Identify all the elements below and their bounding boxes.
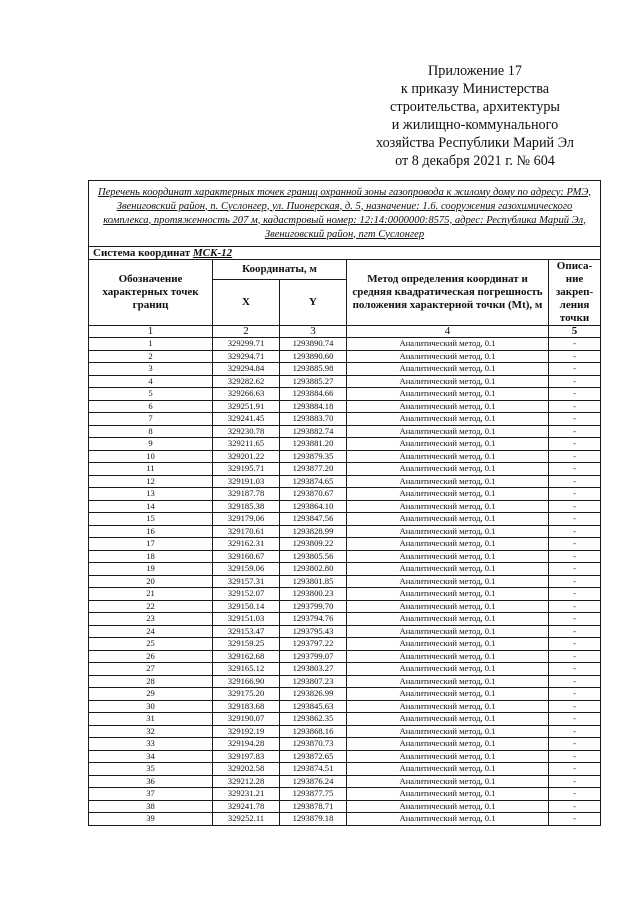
cell-description: -	[549, 650, 601, 663]
cell-description: -	[549, 463, 601, 476]
cell-method: Аналитический метод, 0.1	[347, 463, 549, 476]
cell-description: -	[549, 475, 601, 488]
table-row	[89, 688, 601, 701]
cell-x: 329152.07	[213, 588, 280, 601]
cell-y: 1293799.07	[280, 650, 347, 663]
coordinate-system-value: МСК-12	[192, 247, 233, 259]
cell-y: 1293882.74	[280, 425, 347, 438]
cell-x: 329251.91	[213, 400, 280, 413]
cell-method: Аналитический метод, 0.1	[347, 700, 549, 713]
table-row	[89, 625, 601, 638]
cell-method: Аналитический метод, 0.1	[347, 500, 549, 513]
table-row	[89, 538, 601, 551]
cell-point-number: 27	[89, 663, 213, 676]
cell-y: 1293885.98	[280, 363, 347, 376]
cell-x: 329153.47	[213, 625, 280, 638]
cell-method: Аналитический метод, 0.1	[347, 650, 549, 663]
cell-method: Аналитический метод, 0.1	[347, 375, 549, 388]
cell-method: Аналитический метод, 0.1	[347, 713, 549, 726]
cell-point-number: 6	[89, 400, 213, 413]
cell-point-number: 22	[89, 600, 213, 613]
cell-point-number: 32	[89, 725, 213, 738]
cell-description: -	[549, 813, 601, 826]
cell-y: 1293881.20	[280, 438, 347, 451]
cell-x: 329157.31	[213, 575, 280, 588]
table-row	[89, 563, 601, 576]
cell-point-number: 34	[89, 750, 213, 763]
cell-x: 329299.71	[213, 338, 280, 351]
table-row	[89, 425, 601, 438]
cell-point-number: 15	[89, 513, 213, 526]
cell-description: -	[549, 388, 601, 401]
cell-y: 1293801.85	[280, 575, 347, 588]
cell-x: 329150.14	[213, 600, 280, 613]
table-row	[89, 763, 601, 776]
cell-method: Аналитический метод, 0.1	[347, 388, 549, 401]
cell-method: Аналитический метод, 0.1	[347, 438, 549, 451]
column-number: 2	[213, 326, 280, 338]
cell-method: Аналитический метод, 0.1	[347, 788, 549, 801]
column-number: 4	[347, 326, 549, 338]
table-row	[89, 775, 601, 788]
cell-x: 329194.28	[213, 738, 280, 751]
table-row	[89, 438, 601, 451]
table-row	[89, 713, 601, 726]
cell-point-number: 38	[89, 800, 213, 813]
cell-y: 1293828.99	[280, 525, 347, 538]
cell-method: Аналитический метод, 0.1	[347, 425, 549, 438]
cell-x: 329185.38	[213, 500, 280, 513]
cell-description: -	[549, 725, 601, 738]
cell-point-number: 4	[89, 375, 213, 388]
cell-point-number: 29	[89, 688, 213, 701]
cell-description: -	[549, 638, 601, 651]
cell-y: 1293803.27	[280, 663, 347, 676]
cell-x: 329170.61	[213, 525, 280, 538]
table-row	[89, 588, 601, 601]
cell-y: 1293800.23	[280, 588, 347, 601]
cell-point-number: 20	[89, 575, 213, 588]
cell-description: -	[549, 425, 601, 438]
cell-x: 329211.65	[213, 438, 280, 451]
cell-y: 1293809.22	[280, 538, 347, 551]
cell-description: -	[549, 625, 601, 638]
cell-x: 329201.22	[213, 450, 280, 463]
table-row	[89, 475, 601, 488]
table-title: Перечень координат характерных точек границ охранной зоны газопровода к жилому дому по адресу: РМЭ, Звениговский район, п. Суслонгер, ул. Пионерская, д. 5, назначение: 1.6. сооружения газохимического комплекса, протяженность 207 м, кадастровый номер: 12:14:0000000:8575, адрес: Республика Марий Эл, Звениговский район, пгт Суслонгер	[89, 181, 601, 247]
column-numbers-row	[89, 326, 601, 338]
table-row	[89, 788, 601, 801]
cell-point-number: 1	[89, 338, 213, 351]
cell-x: 329195.71	[213, 463, 280, 476]
cell-description: -	[549, 513, 601, 526]
cell-y: 1293890.60	[280, 350, 347, 363]
cell-x: 329241.45	[213, 413, 280, 426]
cell-description: -	[549, 363, 601, 376]
cell-point-number: 12	[89, 475, 213, 488]
table-row	[89, 600, 601, 613]
cell-point-number: 11	[89, 463, 213, 476]
coordinates-table	[88, 180, 601, 826]
table-row	[89, 650, 601, 663]
cell-y: 1293876.24	[280, 775, 347, 788]
cell-point-number: 39	[89, 813, 213, 826]
cell-x: 329202.58	[213, 763, 280, 776]
header-x: X	[213, 279, 280, 325]
table-row	[89, 738, 601, 751]
cell-description: -	[549, 450, 601, 463]
cell-method: Аналитический метод, 0.1	[347, 813, 549, 826]
cell-description: -	[549, 413, 601, 426]
cell-description: -	[549, 738, 601, 751]
cell-y: 1293884.66	[280, 388, 347, 401]
table-row	[89, 338, 601, 351]
cell-point-number: 31	[89, 713, 213, 726]
cell-point-number: 33	[89, 738, 213, 751]
cell-description: -	[549, 713, 601, 726]
cell-x: 329252.11	[213, 813, 280, 826]
table-row	[89, 500, 601, 513]
cell-description: -	[549, 438, 601, 451]
column-number: 3	[280, 326, 347, 338]
cell-description: -	[549, 613, 601, 626]
table-row	[89, 675, 601, 688]
table-row	[89, 363, 601, 376]
cell-point-number: 2	[89, 350, 213, 363]
cell-x: 329282.62	[213, 375, 280, 388]
cell-description: -	[549, 663, 601, 676]
cell-method: Аналитический метод, 0.1	[347, 513, 549, 526]
cell-y: 1293797.22	[280, 638, 347, 651]
table-row	[89, 375, 601, 388]
table-row	[89, 638, 601, 651]
cell-y: 1293805.56	[280, 550, 347, 563]
cell-y: 1293878.71	[280, 800, 347, 813]
cell-y: 1293807.23	[280, 675, 347, 688]
cell-method: Аналитический метод, 0.1	[347, 550, 549, 563]
cell-description: -	[549, 338, 601, 351]
cell-description: -	[549, 600, 601, 613]
cell-point-number: 35	[89, 763, 213, 776]
cell-point-number: 23	[89, 613, 213, 626]
table-row	[89, 525, 601, 538]
cell-method: Аналитический метод, 0.1	[347, 400, 549, 413]
header-line-ministry: строительства, архитектуры	[390, 99, 560, 115]
cell-y: 1293884.18	[280, 400, 347, 413]
table-row	[89, 388, 601, 401]
cell-method: Аналитический метод, 0.1	[347, 363, 549, 376]
cell-description: -	[549, 688, 601, 701]
cell-x: 329294.71	[213, 350, 280, 363]
cell-x: 329197.83	[213, 750, 280, 763]
table-row	[89, 813, 601, 826]
cell-point-number: 19	[89, 563, 213, 576]
cell-method: Аналитический метод, 0.1	[347, 663, 549, 676]
cell-method: Аналитический метод, 0.1	[347, 488, 549, 501]
cell-y: 1293845.63	[280, 700, 347, 713]
cell-point-number: 14	[89, 500, 213, 513]
cell-method: Аналитический метод, 0.1	[347, 563, 549, 576]
header-line-date: от 8 декабря 2021 г. № 604	[395, 153, 555, 169]
cell-y: 1293890.74	[280, 338, 347, 351]
cell-point-number: 5	[89, 388, 213, 401]
cell-method: Аналитический метод, 0.1	[347, 675, 549, 688]
cell-x: 329231.21	[213, 788, 280, 801]
table-row	[89, 450, 601, 463]
cell-method: Аналитический метод, 0.1	[347, 750, 549, 763]
cell-y: 1293879.35	[280, 450, 347, 463]
cell-description: -	[549, 488, 601, 501]
table-row	[89, 575, 601, 588]
cell-x: 329165.12	[213, 663, 280, 676]
cell-method: Аналитический метод, 0.1	[347, 538, 549, 551]
cell-point-number: 18	[89, 550, 213, 563]
cell-description: -	[549, 550, 601, 563]
cell-x: 329192.19	[213, 725, 280, 738]
cell-method: Аналитический метод, 0.1	[347, 688, 549, 701]
header-line-appendix: Приложение 17	[428, 63, 522, 79]
table-row	[89, 463, 601, 476]
cell-description: -	[549, 500, 601, 513]
cell-method: Аналитический метод, 0.1	[347, 588, 549, 601]
cell-x: 329190.07	[213, 713, 280, 726]
cell-y: 1293877.75	[280, 788, 347, 801]
table-row	[89, 488, 601, 501]
cell-method: Аналитический метод, 0.1	[347, 338, 549, 351]
cell-y: 1293870.67	[280, 488, 347, 501]
header-coords: Координаты, м	[213, 260, 347, 280]
coordinate-system-row	[89, 247, 601, 260]
table-row	[89, 550, 601, 563]
cell-method: Аналитический метод, 0.1	[347, 800, 549, 813]
cell-method: Аналитический метод, 0.1	[347, 763, 549, 776]
cell-method: Аналитический метод, 0.1	[347, 600, 549, 613]
cell-y: 1293872.65	[280, 750, 347, 763]
cell-x: 329162.31	[213, 538, 280, 551]
cell-y: 1293862.35	[280, 713, 347, 726]
cell-method: Аналитический метод, 0.1	[347, 413, 549, 426]
cell-description: -	[549, 775, 601, 788]
cell-point-number: 13	[89, 488, 213, 501]
cell-x: 329175.20	[213, 688, 280, 701]
cell-description: -	[549, 800, 601, 813]
cell-x: 329179.06	[213, 513, 280, 526]
cell-x: 329159.25	[213, 638, 280, 651]
table-row	[89, 725, 601, 738]
cell-point-number: 3	[89, 363, 213, 376]
cell-y: 1293874.51	[280, 763, 347, 776]
cell-description: -	[549, 375, 601, 388]
cell-description: -	[549, 525, 601, 538]
cell-point-number: 24	[89, 625, 213, 638]
cell-y: 1293868.16	[280, 725, 347, 738]
cell-x: 329166.90	[213, 675, 280, 688]
cell-x: 329241.78	[213, 800, 280, 813]
cell-method: Аналитический метод, 0.1	[347, 350, 549, 363]
cell-method: Аналитический метод, 0.1	[347, 625, 549, 638]
table-row	[89, 700, 601, 713]
cell-x: 329183.68	[213, 700, 280, 713]
cell-method: Аналитический метод, 0.1	[347, 725, 549, 738]
header-y: Y	[280, 279, 347, 325]
table-row	[89, 750, 601, 763]
cell-y: 1293870.73	[280, 738, 347, 751]
cell-point-number: 36	[89, 775, 213, 788]
cell-x: 329187.78	[213, 488, 280, 501]
cell-point-number: 16	[89, 525, 213, 538]
cell-point-number: 9	[89, 438, 213, 451]
cell-x: 329151.03	[213, 613, 280, 626]
cell-y: 1293847.56	[280, 513, 347, 526]
cell-description: -	[549, 588, 601, 601]
cell-y: 1293802.80	[280, 563, 347, 576]
header-point: Обозначение характерных точек границ	[89, 260, 213, 326]
cell-y: 1293874.65	[280, 475, 347, 488]
cell-point-number: 8	[89, 425, 213, 438]
cell-point-number: 30	[89, 700, 213, 713]
cell-description: -	[549, 788, 601, 801]
document-header	[360, 62, 590, 170]
cell-x: 329160.67	[213, 550, 280, 563]
cell-point-number: 37	[89, 788, 213, 801]
cell-description: -	[549, 538, 601, 551]
cell-y: 1293864.10	[280, 500, 347, 513]
cell-x: 329294.84	[213, 363, 280, 376]
cell-description: -	[549, 400, 601, 413]
table-row	[89, 400, 601, 413]
cell-y: 1293885.27	[280, 375, 347, 388]
cell-point-number: 7	[89, 413, 213, 426]
cell-x: 329159.06	[213, 563, 280, 576]
cell-description: -	[549, 700, 601, 713]
cell-description: -	[549, 750, 601, 763]
cell-x: 329162.68	[213, 650, 280, 663]
header-line-republic: хозяйства Республики Марий Эл	[376, 135, 574, 151]
header-line-order: к приказу Министерства	[400, 81, 550, 97]
cell-y: 1293826.99	[280, 688, 347, 701]
coordinate-system-label: Система координат	[93, 247, 191, 259]
cell-method: Аналитический метод, 0.1	[347, 775, 549, 788]
column-number: 5	[549, 326, 601, 338]
table-row	[89, 350, 601, 363]
table-row	[89, 613, 601, 626]
cell-description: -	[549, 763, 601, 776]
cell-y: 1293879.18	[280, 813, 347, 826]
header-description: Описа-ние закреп-ления точки	[549, 260, 601, 326]
cell-y: 1293794.76	[280, 613, 347, 626]
cell-description: -	[549, 563, 601, 576]
cell-x: 329212.28	[213, 775, 280, 788]
cell-description: -	[549, 575, 601, 588]
cell-y: 1293877.20	[280, 463, 347, 476]
cell-method: Аналитический метод, 0.1	[347, 613, 549, 626]
table-row	[89, 800, 601, 813]
cell-point-number: 25	[89, 638, 213, 651]
cell-method: Аналитический метод, 0.1	[347, 575, 549, 588]
cell-method: Аналитический метод, 0.1	[347, 450, 549, 463]
cell-method: Аналитический метод, 0.1	[347, 475, 549, 488]
table-row	[89, 513, 601, 526]
cell-point-number: 21	[89, 588, 213, 601]
table-row	[89, 663, 601, 676]
cell-point-number: 10	[89, 450, 213, 463]
cell-x: 329266.63	[213, 388, 280, 401]
cell-method: Аналитический метод, 0.1	[347, 525, 549, 538]
cell-description: -	[549, 350, 601, 363]
cell-method: Аналитический метод, 0.1	[347, 738, 549, 751]
cell-point-number: 28	[89, 675, 213, 688]
table-row	[89, 413, 601, 426]
cell-point-number: 26	[89, 650, 213, 663]
cell-x: 329191.03	[213, 475, 280, 488]
cell-point-number: 17	[89, 538, 213, 551]
header-line-housing: и жилищно-коммунального	[391, 117, 559, 133]
cell-y: 1293883.70	[280, 413, 347, 426]
cell-method: Аналитический метод, 0.1	[347, 638, 549, 651]
header-method: Метод определения координат и средняя квадратическая погрешность положения характерной точки (Mt), м	[347, 260, 549, 326]
cell-y: 1293799.70	[280, 600, 347, 613]
cell-description: -	[549, 675, 601, 688]
column-number: 1	[89, 326, 213, 338]
cell-y: 1293795.43	[280, 625, 347, 638]
cell-x: 329230.78	[213, 425, 280, 438]
